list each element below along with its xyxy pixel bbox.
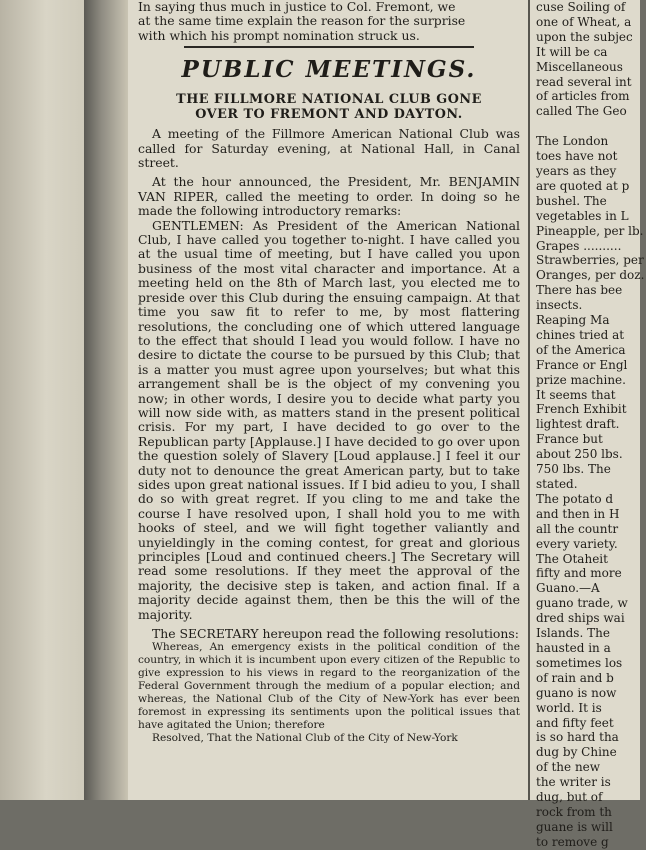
right-column-line: and then in H — [536, 506, 620, 521]
right-column-line: world. It is — [536, 700, 602, 715]
right-column-line: sometimes los — [536, 655, 623, 670]
right-column-line: cuse Soiling of — [536, 0, 626, 14]
right-column-line: 750 lbs. The — [536, 462, 611, 477]
newspaper-page — [128, 0, 645, 849]
right-column-line: French Exhibit — [536, 402, 627, 417]
top-text-line: with which his prompt nomination struck us. — [138, 27, 420, 43]
right-column-line: France or Engl — [536, 357, 628, 372]
right-column-line: stated. — [536, 477, 578, 491]
right-column-line: The London — [536, 134, 609, 149]
right-column-line: of articles from — [536, 89, 630, 104]
right-column-line: France but — [536, 432, 603, 447]
speech-paragraph: GENTLEMEN: As President of the American National Club, I have called you together to-night. I have called you at the usual time of meeting, but I have called you upon business of the most vital character and importance. At a meeting held on the 8th of March last, you elected me to preside over this Club during the ensuing campaign. At that time you saw fit to refer to me, by most flattering resolutions, the concluding one of which uttered language to the effect that should I lead you would follow. I have no desire to dictate the course to be pursued by this Club; that is a matter you must agree upon yourselves; but what this arrangement shall be is the object of my convening you now; in other words, I desire you to decide what party you will now side with, as matters stand in the present political crisis. For my part, I have decided to go over to the Republican party [Applause.] I have decided to go over upon the question solely of Slavery [Loud applause.] I feel it our duty not to denounce the great American party, but to take sides upon great national issues. If I bid adieu to you, I shall do so with great regret. If you cling to me and take the course I have resolved upon, I shall hold you to me with hooks of steel, and we will fight together valiantly and unyieldingly in the coming contest, for great and glorious principles [Loud and continued cheers.] The Secretary will read some resolutions. If they meet the approval of the majority, the decisive step is taken, and action final. If a majority decide against them, then be this the will of the majority. — [138, 217, 520, 622]
top-text-line: at the same time explain the reason for the surprise — [138, 13, 466, 29]
section-heading: PUBLIC MEETINGS. — [181, 56, 477, 84]
right-column-line: It will be ca — [536, 44, 608, 59]
right-column-line: fifty and more — [536, 566, 622, 581]
main-column — [138, 0, 520, 800]
right-column-line: It seems that — [536, 387, 616, 402]
right-column-line: guano is now — [536, 685, 617, 700]
right-column-line: every variety. — [536, 536, 618, 551]
right-column-line: is so hard tha — [536, 730, 619, 745]
right-column-line: the writer is — [536, 775, 611, 790]
right-column-line: dug, but of — [536, 790, 603, 805]
secretary-paragraph: The SECRETARY hereupon read the following resolutions: — [152, 626, 519, 642]
right-column-line: all the countr — [536, 521, 619, 536]
article-paragraph: A meeting of the Fillmore American National Club was called for Saturday evening, at National Hall, in Canal street. — [138, 126, 520, 171]
right-column-line: of the America — [536, 342, 626, 357]
section-divider — [184, 46, 474, 48]
right-column-line: to remove g — [536, 834, 609, 849]
right-column-line: of rain and b — [536, 670, 614, 685]
right-column-line: The Otaheit — [536, 551, 608, 566]
right-column-line: Grapes .......... — [536, 238, 622, 253]
right-column-line: about 250 lbs. — [536, 447, 623, 462]
right-column-line: of the new — [536, 760, 601, 775]
right-column-line: lightest draft. — [536, 417, 620, 432]
right-column-line: bushel. The — [536, 193, 607, 208]
right-column-line: read several int — [536, 74, 632, 89]
right-column-line: Pineapple, per lb. — [536, 223, 644, 238]
right-column-line: Guano.—A — [536, 581, 600, 596]
right-column-line: There has bee — [536, 283, 623, 298]
right-column-line: guano trade, w — [536, 596, 628, 611]
right-column-line: dug by Chine — [536, 745, 617, 760]
right-column-line: The potato d — [536, 491, 614, 506]
right-column-line: upon the subjec — [536, 29, 633, 44]
right-column-line: are quoted at p — [536, 178, 630, 193]
right-column-line — [536, 119, 646, 134]
adjacent-page-edge — [0, 0, 84, 800]
right-column-line: dred ships wai — [536, 611, 625, 626]
right-column-line: Miscellaneous — [536, 59, 623, 74]
right-column-line: Oranges, per doz. — [536, 268, 645, 283]
article-title — [138, 92, 520, 122]
right-column-line: vegetables in L — [536, 208, 629, 223]
right-column-line: guane is will — [536, 819, 613, 834]
right-column-line: toes have not — [536, 149, 618, 164]
article-title-line: THE FILLMORE NATIONAL CLUB GONE — [176, 92, 482, 108]
right-column — [536, 0, 646, 849]
right-column-line: Islands. The — [536, 626, 610, 641]
right-column-line: and fifty feet — [536, 715, 614, 730]
right-column-line: one of Wheat, a — [536, 14, 632, 29]
right-column-line: called The Geo — [536, 104, 627, 119]
right-column-line: insects. — [536, 298, 583, 313]
article-title-line: OVER TO FREMONT AND DAYTON. — [195, 107, 463, 123]
right-column-line: rock from th — [536, 804, 612, 819]
right-column-line: years as they — [536, 163, 617, 178]
resolution-text: Resolved, That the National Club of the City of New-York — [152, 732, 458, 745]
right-column-line: hausted in a — [536, 640, 611, 655]
resolution-preamble: Whereas, An emergency exists in the political condition of the country, in which it is incumbent upon every citizen of the Republic to give expression to his views in regard to the reorganization of the Federal Government through the medium of a popular election; and whereas, the National Club of the City of New-York has ever been foremost in expressing its sentiments upon the political issues that have agitated the Union; therefore — [138, 641, 520, 732]
right-column-line: Strawberries, per — [536, 253, 644, 268]
right-column-line: prize machine. — [536, 372, 626, 387]
right-column-line: chines tried at — [536, 327, 625, 342]
right-column-line: Reaping Ma — [536, 313, 610, 328]
binding-gutter — [84, 0, 128, 800]
top-text-line: In saying thus much in justice to Col. Fremont, we — [138, 0, 456, 14]
article-paragraph: At the hour announced, the President, Mr. BENJAMIN VAN RIPER, called the meeting to order. In doing so he made the following introductory remarks: — [138, 174, 520, 219]
column-rule — [528, 0, 530, 800]
